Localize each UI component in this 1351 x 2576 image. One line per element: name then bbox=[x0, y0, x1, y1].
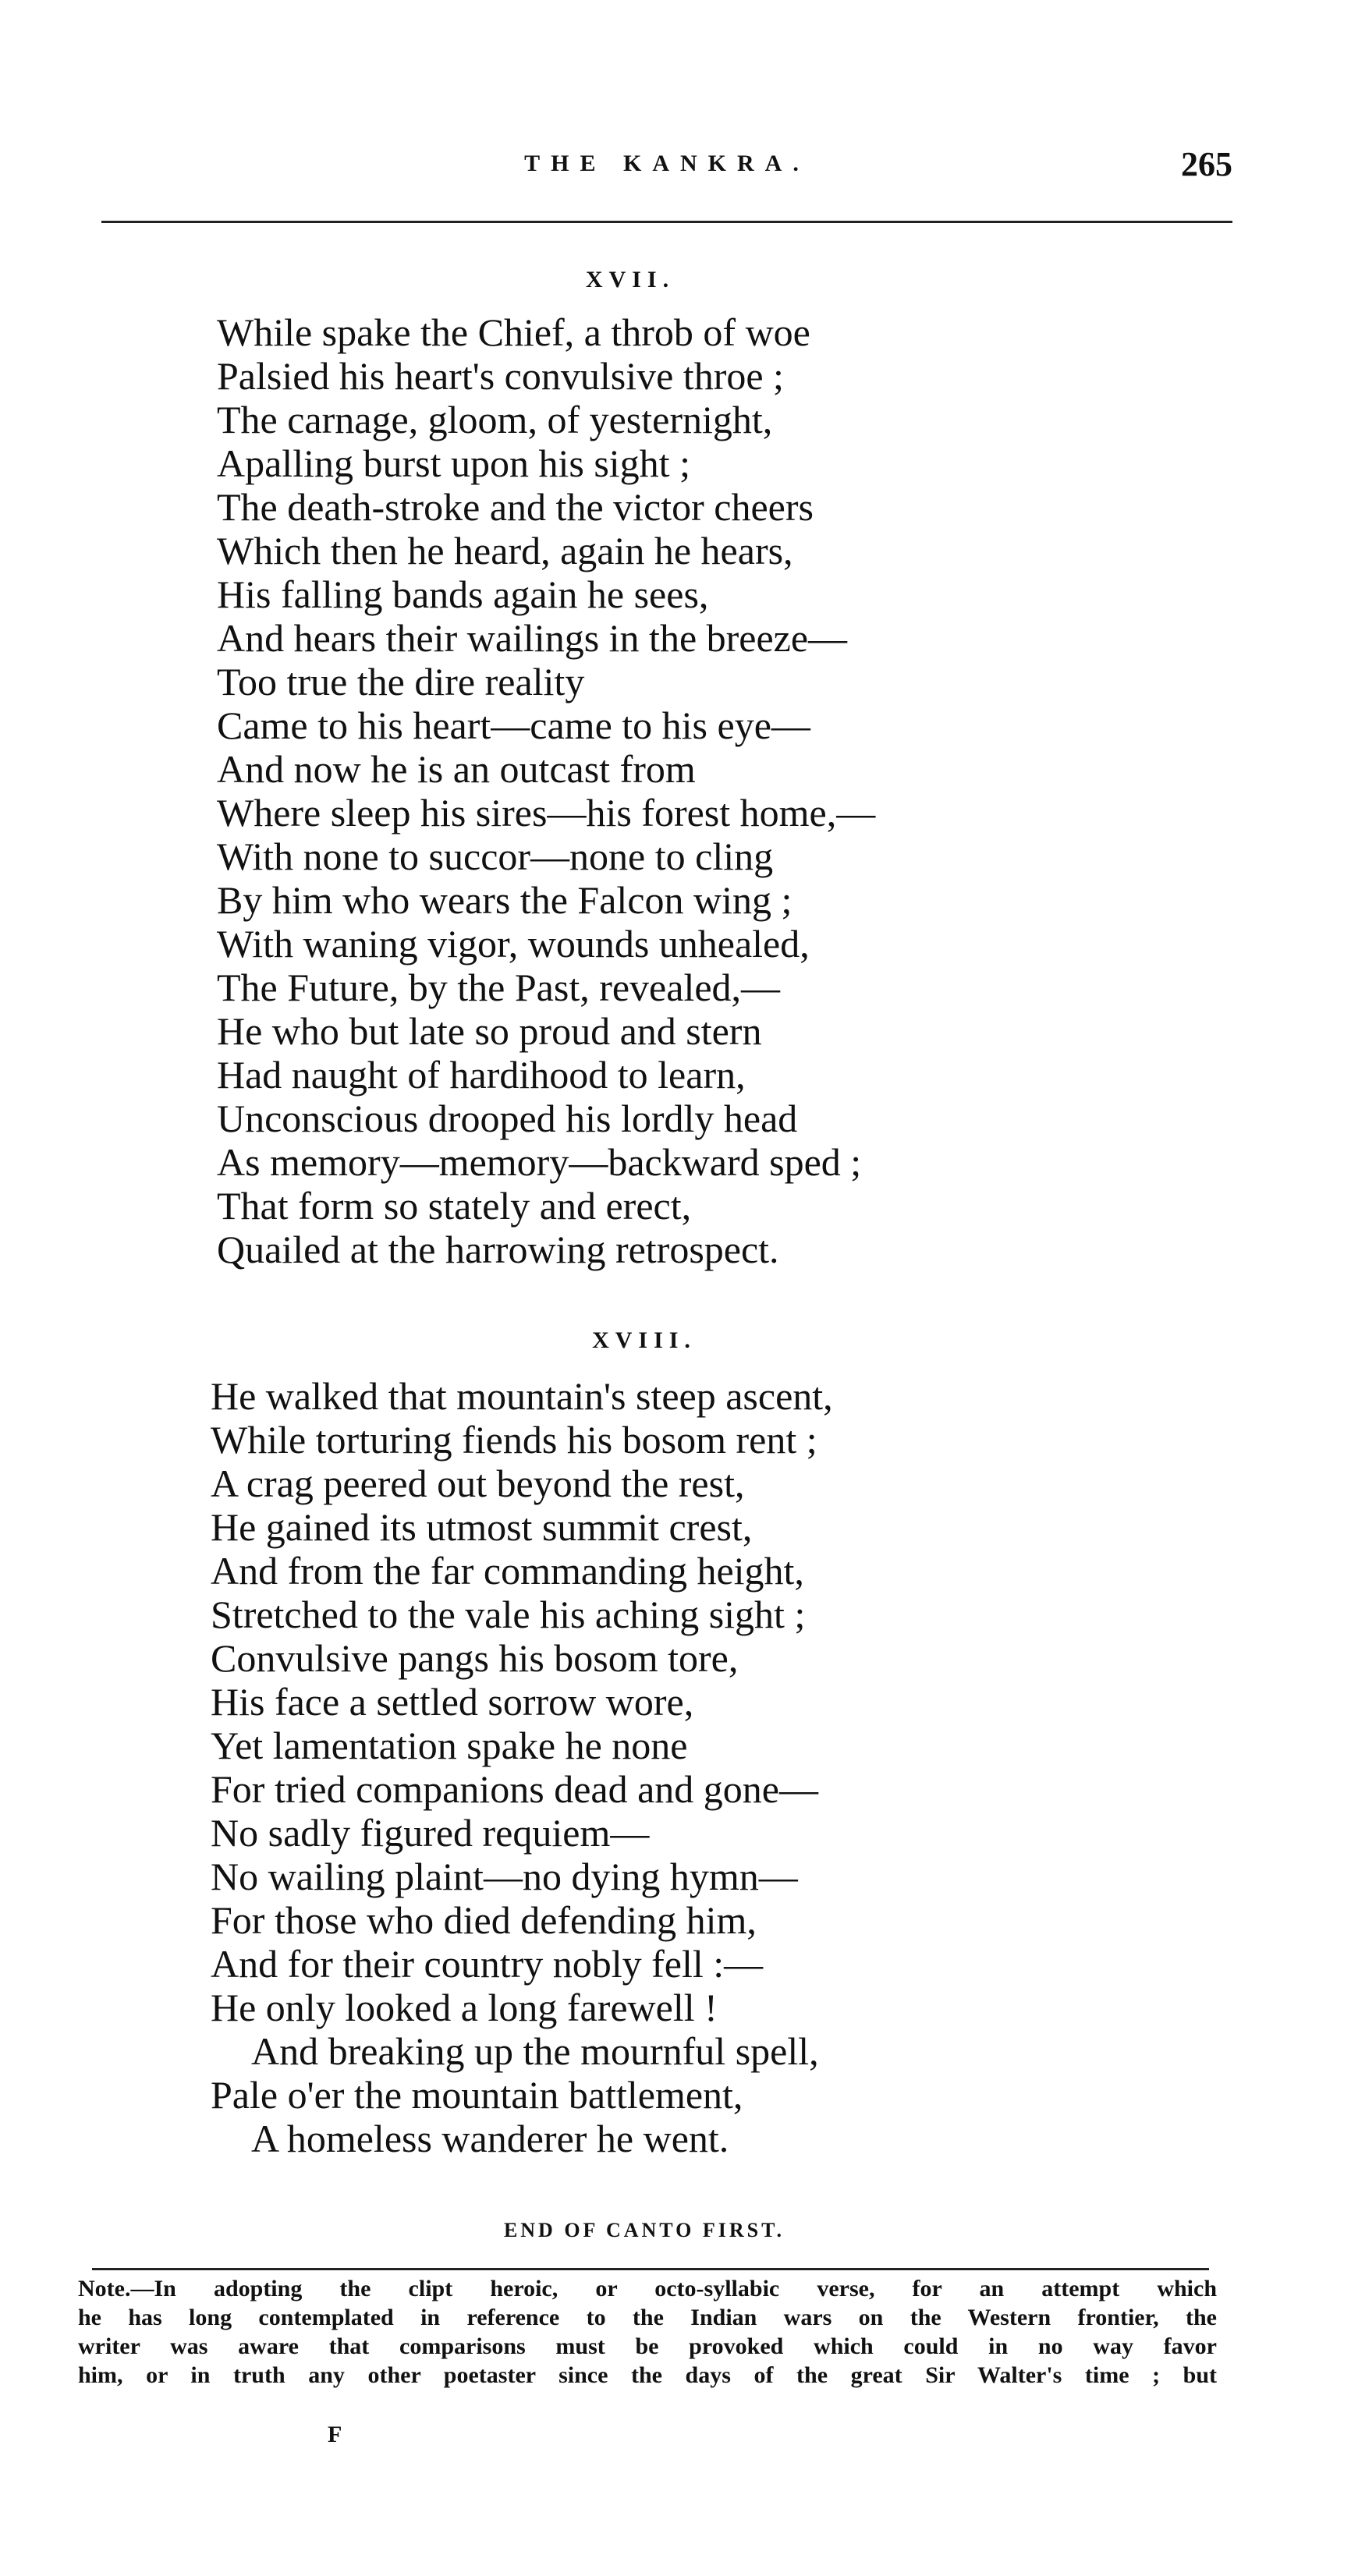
verse-line: His face a settled sorrow wore, bbox=[211, 1680, 694, 1724]
verse-line: For those who died defending him, bbox=[211, 1898, 757, 1942]
footnote-line: Note.—In adopting the clipt heroic, or octo-syllabic verse, for an attempt which bbox=[78, 2276, 1217, 2301]
verse-line: The death-stroke and the victor cheers bbox=[217, 485, 814, 529]
verse-line: The carnage, gloom, of yesternight, bbox=[217, 398, 773, 441]
verse-line: Too true the dire reality bbox=[217, 660, 585, 703]
verse-line: For tried companions dead and gone— bbox=[211, 1767, 818, 1811]
page-number: 265 bbox=[1181, 145, 1232, 183]
verse-line: With waning vigor, wounds unhealed, bbox=[217, 922, 810, 966]
verse-line: Pale o'er the mountain battlement, bbox=[211, 2073, 743, 2117]
verse-line: His falling bands again he sees, bbox=[217, 572, 709, 616]
end-of-canto-text: END OF CANTO FIRST. bbox=[503, 2219, 785, 2241]
verse-line: And hears their wailings in the breeze— bbox=[217, 616, 848, 660]
verse-line: Yet lamentation spake he none bbox=[211, 1724, 688, 1767]
signature-mark: F bbox=[328, 2422, 342, 2447]
verse-line: No wailing plaint—no dying hymn— bbox=[211, 1855, 798, 1898]
verse-line: A crag peered out beyond the rest, bbox=[211, 1462, 745, 1505]
header-rule bbox=[101, 221, 1232, 223]
verse-line: Unconscious drooped his lordly head bbox=[217, 1097, 798, 1140]
verse-line: Where sleep his sires—his forest home,— bbox=[217, 791, 876, 834]
verse-line: That form so stately and erect, bbox=[217, 1184, 692, 1228]
footnote-line: he has long contemplated in reference to the Indian wars on the Western frontier, the bbox=[78, 2305, 1217, 2330]
stanza-17-verse bbox=[217, 310, 875, 1271]
verse-line: Quailed at the harrowing retrospect. bbox=[217, 1228, 779, 1271]
verse-line: No sadly figured requiem— bbox=[211, 1811, 650, 1855]
stanza-18-verse bbox=[211, 1374, 833, 2160]
running-title: THE KANKRA. bbox=[524, 151, 810, 176]
verse-line: The Future, by the Past, revealed,— bbox=[217, 966, 781, 1009]
verse-line: He walked that mountain's steep ascent, bbox=[211, 1374, 833, 1418]
footnote-line: him, or in truth any other poetaster since the days of the great Sir Walter's time ; but bbox=[78, 2362, 1217, 2388]
verse-line: Had naught of hardihood to learn, bbox=[217, 1053, 746, 1097]
verse-line: And breaking up the mournful spell, bbox=[251, 2029, 819, 2073]
verse-line: Apalling burst upon his sight ; bbox=[217, 441, 690, 485]
verse-line: With none to succor—none to cling bbox=[217, 834, 774, 878]
verse-line: A homeless wanderer he went. bbox=[251, 2117, 729, 2160]
verse-line: Convulsive pangs his bosom tore, bbox=[211, 1636, 739, 1680]
verse-line: Came to his heart—came to his eye— bbox=[217, 703, 810, 747]
footnote bbox=[78, 2274, 1217, 2390]
verse-line: While torturing fiends his bosom rent ; bbox=[211, 1418, 817, 1462]
verse-line: He only looked a long farewell ! bbox=[211, 1986, 718, 2029]
verse-line: While spake the Chief, a throb of woe bbox=[217, 310, 810, 354]
verse-line: Palsied his heart's convulsive throe ; bbox=[217, 354, 784, 398]
verse-line: Stretched to the vale his aching sight ; bbox=[211, 1593, 806, 1636]
verse-line: By him who wears the Falcon wing ; bbox=[217, 878, 793, 922]
verse-line: As memory—memory—backward sped ; bbox=[217, 1140, 862, 1184]
verse-line: He who but late so proud and stern bbox=[217, 1009, 762, 1053]
verse-line: He gained its utmost summit crest, bbox=[211, 1505, 753, 1549]
running-header bbox=[101, 144, 1232, 191]
stanza-numeral-18: XVIII. bbox=[592, 1327, 697, 1353]
end-of-canto bbox=[0, 2219, 1351, 2242]
footnote-line: writer was aware that comparisons must be provoked which could in no way favor bbox=[78, 2333, 1217, 2359]
verse-line: And now he is an outcast from bbox=[217, 747, 696, 791]
stanza-numeral-17: XVII. bbox=[585, 267, 676, 292]
verse-line: And for their country nobly fell :— bbox=[211, 1942, 764, 1986]
footnote-rule bbox=[92, 2268, 1209, 2270]
verse-line: And from the far commanding height, bbox=[211, 1549, 804, 1593]
verse-line: Which then he heard, again he hears, bbox=[217, 529, 793, 572]
